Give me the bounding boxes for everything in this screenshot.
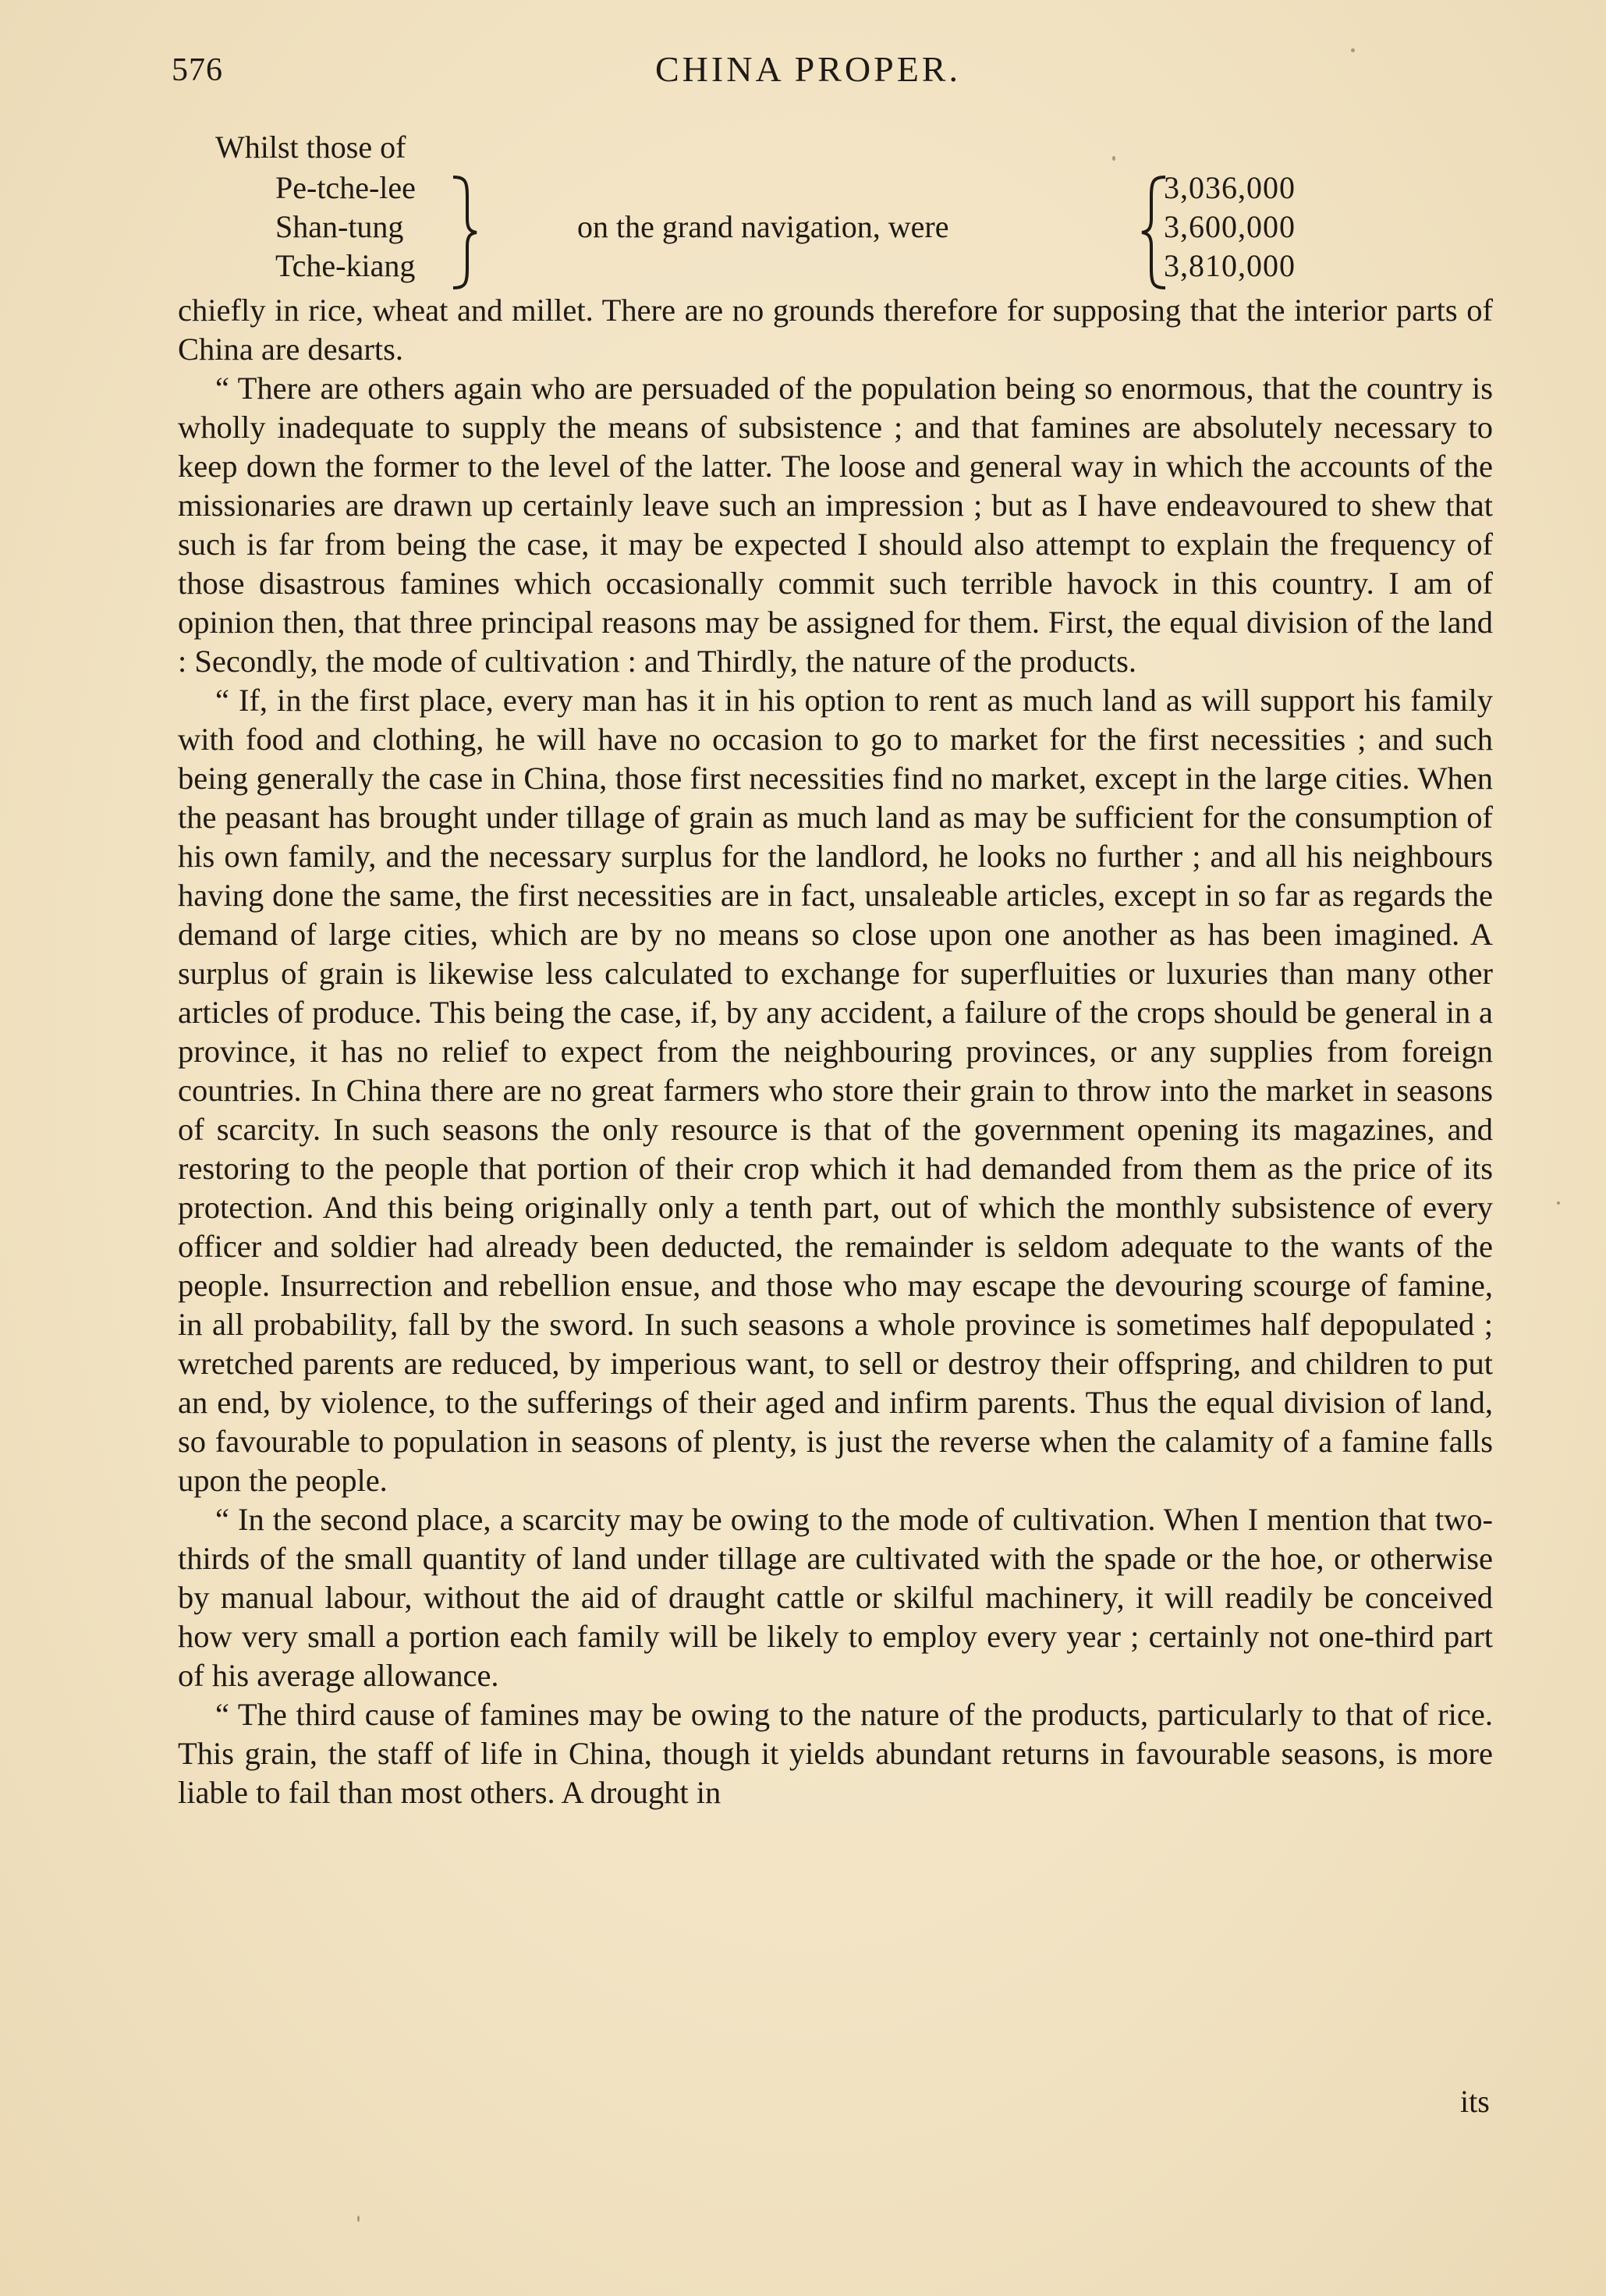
catchword: its [1460, 2084, 1490, 2119]
paragraph: chiefly in rice, wheat and millet. There are no grounds therefore for supposing that the interior parts of China are desarts. [178, 293, 1493, 367]
population-figure: 3,600,000 [1164, 209, 1296, 244]
population-table [179, 129, 1521, 296]
page-header [172, 45, 1498, 108]
province-name: Tche-kiang [275, 248, 416, 283]
paper-speck [1112, 156, 1115, 161]
paragraph: “ In the second place, a scarcity may be owing to the mode of cultivation. When I mention that two-thirds of the small quantity of land under tillage are cultivated with the spade or the hoe, or otherwise by manual labour, without the aid of draught cattle or skilful machinery, it will readily be conceived how very small a portion each family will be likely to employ every year ; certainly not one-third part of his average allowance. [178, 1502, 1493, 1693]
paragraph: “ The third cause of famines may be owing to the nature of the products, particularly to that of rice. This grain, the staff of life in China, though it yields abundant returns in favourable seasons, is more liable to fail than most others. A drought in [178, 1697, 1493, 1810]
left-brace-icon [448, 174, 480, 291]
paper-speck [1557, 1201, 1560, 1205]
table-intro: Whilst those of [215, 130, 406, 165]
paragraph: “ There are others again who are persuaded of the population being so enormous, that the country is wholly inadequate to supply the means of subsistence ; and that famines are absolutely necessary to keep down the former to the level of the latter. The loose and general way in which the accounts of the missionaries are drawn up certainly leave such an impression ; but as I have endeavoured to shew that such is far from being the case, it may be expected I should also attempt to explain the frequency of those disastrous famines which occasionally commit such terrible havock in this country. I am of opinion then, that three principal reasons may be assigned for them. First, the equal division of the land : Secondly, the mode of cultivation : and Thirdly, the nature of the products. [178, 371, 1493, 679]
paper-speck [1351, 48, 1355, 52]
paper-speck [357, 2216, 360, 2222]
province-name: Pe-tche-lee [275, 170, 416, 205]
body-text [178, 291, 1493, 1812]
province-name: Shan-tung [275, 209, 404, 244]
population-figure: 3,036,000 [1164, 170, 1296, 205]
page-number: 576 [172, 52, 223, 88]
running-title: CHINA PROPER. [655, 49, 961, 89]
table-middle-text: on the grand navigation, were [577, 209, 949, 244]
paragraph: “ If, in the first place, every man has it in his option to rent as much land as will support his family with food and clothing, he will have no occasion to go to market for the first necessities ; and such being generally the case in China, those first necessities find no market, except in the large cities. When the peasant has brought under tillage of grain as much land as may be sufficient for the consumption of his own family, and the necessary surplus for the landlord, he looks no further ; and all his neighbours having done the same, the first necessities are in fact, unsaleable articles, except in so far as regards the demand of large cities, which are by no means so close upon one another as has been imagined. A surplus of grain is likewise less calculated to exchange for superfluities or luxuries than many other articles of produce. This being the case, if, by any accident, a failure of the crops should be general in a province, it has no relief to expect from the neighbouring provinces, or any supplies from foreign countries. In China there are no great farmers who store their grain to throw into the market in seasons of scarcity. In such seasons the only resource is that of the government opening its magazines, and restoring to the people that portion of their crop which it had demanded from them as the price of its protection. And this being originally only a tenth part, out of which the monthly subsistence of every officer and soldier had already been deducted, the remainder is seldom adequate to the wants of the people. Insurrection and rebellion ensue, and those who may escape the devouring scourge of famine, in all probability, fall by the sword. In such seasons a whole province is sometimes half depopulated ; wretched parents are reduced, by imperious want, to sell or destroy their offspring, and children to put an end, by violence, to the sufferings of their aged and infirm parents. Thus the equal division of land, so favourable to population in seasons of plenty, is just the reverse when the calamity of a famine falls upon the people. [178, 683, 1493, 1498]
population-figure: 3,810,000 [1164, 248, 1296, 283]
